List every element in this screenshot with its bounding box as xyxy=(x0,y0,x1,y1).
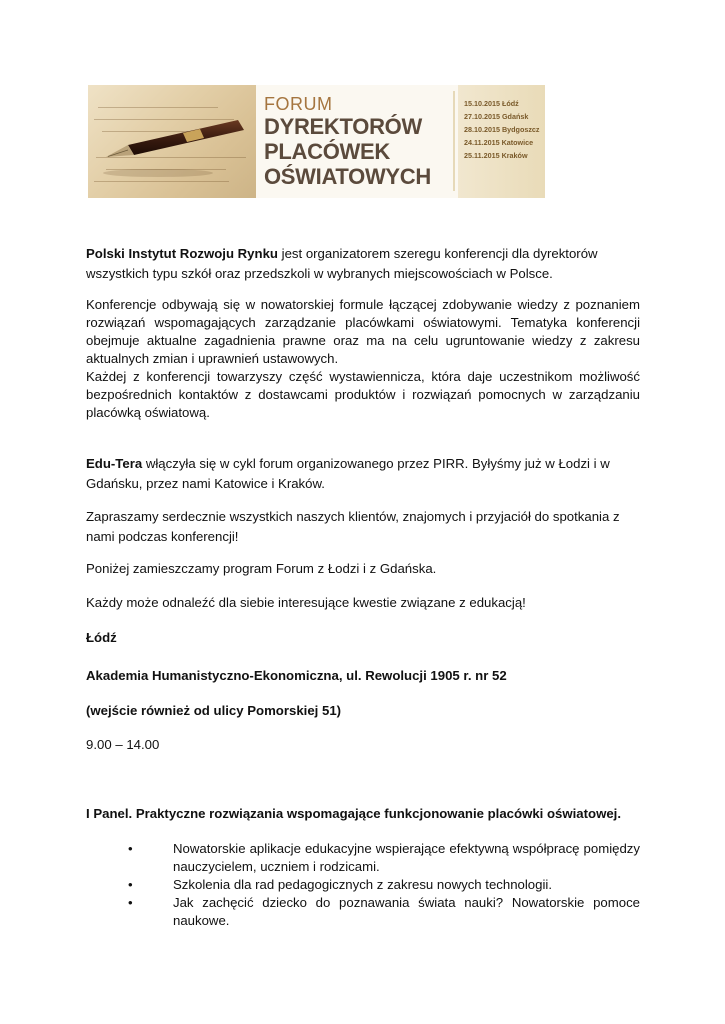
banner-date: 28.10.2015 Bydgoszcz xyxy=(464,125,540,134)
venue-line: Akademia Humanistyczno-Ekonomiczna, ul. Rewolucji 1905 r. nr 52 xyxy=(86,668,507,683)
banner-divider xyxy=(453,91,455,191)
fountain-pen-icon xyxy=(88,85,256,198)
banner-title-line3: PLACÓWEK xyxy=(264,139,390,164)
conferences-paragraph: Konferencje odbywają się w nowatorskiej formule łączącej zdobywanie wiedzy z poznaniem rozwiązań wspomagających zarządzanie placówkami oświatowymi. Tematyka konferencji obejmuje aktualne zagadnienia prawne oraz ma na celu ugruntowanie wiedzy z zakresu aktualnych zmian i uprawnień ustawowych. xyxy=(86,297,640,366)
panel1-list xyxy=(128,840,640,930)
list-item-text: Szkolenia dla rad pedagogicznych z zakresu nowych technologii. xyxy=(173,877,552,892)
program-line: Poniżej zamieszczamy program Forum z Łodzi i z Gdańska. xyxy=(86,561,437,576)
org-name: Polski Instytut Rozwoju Rynku xyxy=(86,246,278,261)
list-item xyxy=(128,876,640,894)
invite-line1: Zapraszamy serdecznie wszystkich naszych klientów, znajomych i przyjaciół do spotkania z xyxy=(86,509,620,524)
entrance-line: (wejście również od ulicy Pomorskiej 51) xyxy=(86,703,342,718)
exhibition-paragraph: Każdej z konferencji towarzyszy część wystawiennicza, która daje uczestnikom możliwość bezpośrednich kontaktów z dostawcami produktów i rozwiązań pomocnych w zarządzaniu placówką oświatową. xyxy=(86,369,640,420)
intro-line1: jest organizatorem szeregu konferencji dla dyrektorów xyxy=(277,246,598,261)
intro-paragraph xyxy=(86,244,640,284)
list-item-text: Nowatorskie aplikacje edukacyjne wspierające efektywną współpracę pomiędzy nauczycielem, uczniem i rodzicami. xyxy=(173,841,640,874)
banner-date: 27.10.2015 Gdańsk xyxy=(464,112,529,121)
list-item-text: Jak zachęcić dziecko do poznawania świata nauki? Nowatorskie pomoce naukowe. xyxy=(173,895,640,928)
city-heading: Łódź xyxy=(86,630,117,645)
panel1-title: I Panel. Praktyczne rozwiązania wspomagające funkcjonowanie placówki oświatowej. xyxy=(86,806,621,821)
bullet-icon: • xyxy=(128,877,133,892)
invite-paragraph xyxy=(86,507,640,547)
edutera-line1: włączyła się w cykl forum organizowanego przez PIRR. Byłyśmy już w Łodzi i w xyxy=(142,456,610,471)
list-item xyxy=(128,894,640,930)
pen-paper-photo xyxy=(88,85,256,198)
banner-title xyxy=(264,95,452,188)
list-item xyxy=(128,840,640,876)
time-line: 9.00 – 14.00 xyxy=(86,737,160,752)
intro-line2: wszystkich typu szkół oraz przedszkoli w wybranych miejscowościach w Polsce. xyxy=(86,266,553,281)
bullet-icon: • xyxy=(128,895,133,910)
edutera-line2: Gdańsku, przez nami Katowice i Kraków. xyxy=(86,476,325,491)
invite-line2: nami podczas konferencji! xyxy=(86,529,239,544)
bullet-icon: • xyxy=(128,841,133,856)
banner-title-line2: DYREKTORÓW xyxy=(264,114,422,139)
everyone-line: Każdy może odnaleźć dla siebie interesujące kwestie związane z edukacją! xyxy=(86,595,526,610)
banner-title-forum: FORUM xyxy=(264,94,333,114)
banner-date: 15.10.2015 Łódź xyxy=(464,99,519,108)
edutera-paragraph xyxy=(86,454,640,494)
banner-date: 24.11.2015 Katowice xyxy=(464,138,534,147)
banner-dates xyxy=(458,85,545,198)
edutera-name: Edu-Tera xyxy=(86,456,143,471)
banner-date: 25.11.2015 Kraków xyxy=(464,151,528,160)
forum-banner xyxy=(88,85,545,198)
banner-title-line4: OŚWIATOWYCH xyxy=(264,164,431,189)
